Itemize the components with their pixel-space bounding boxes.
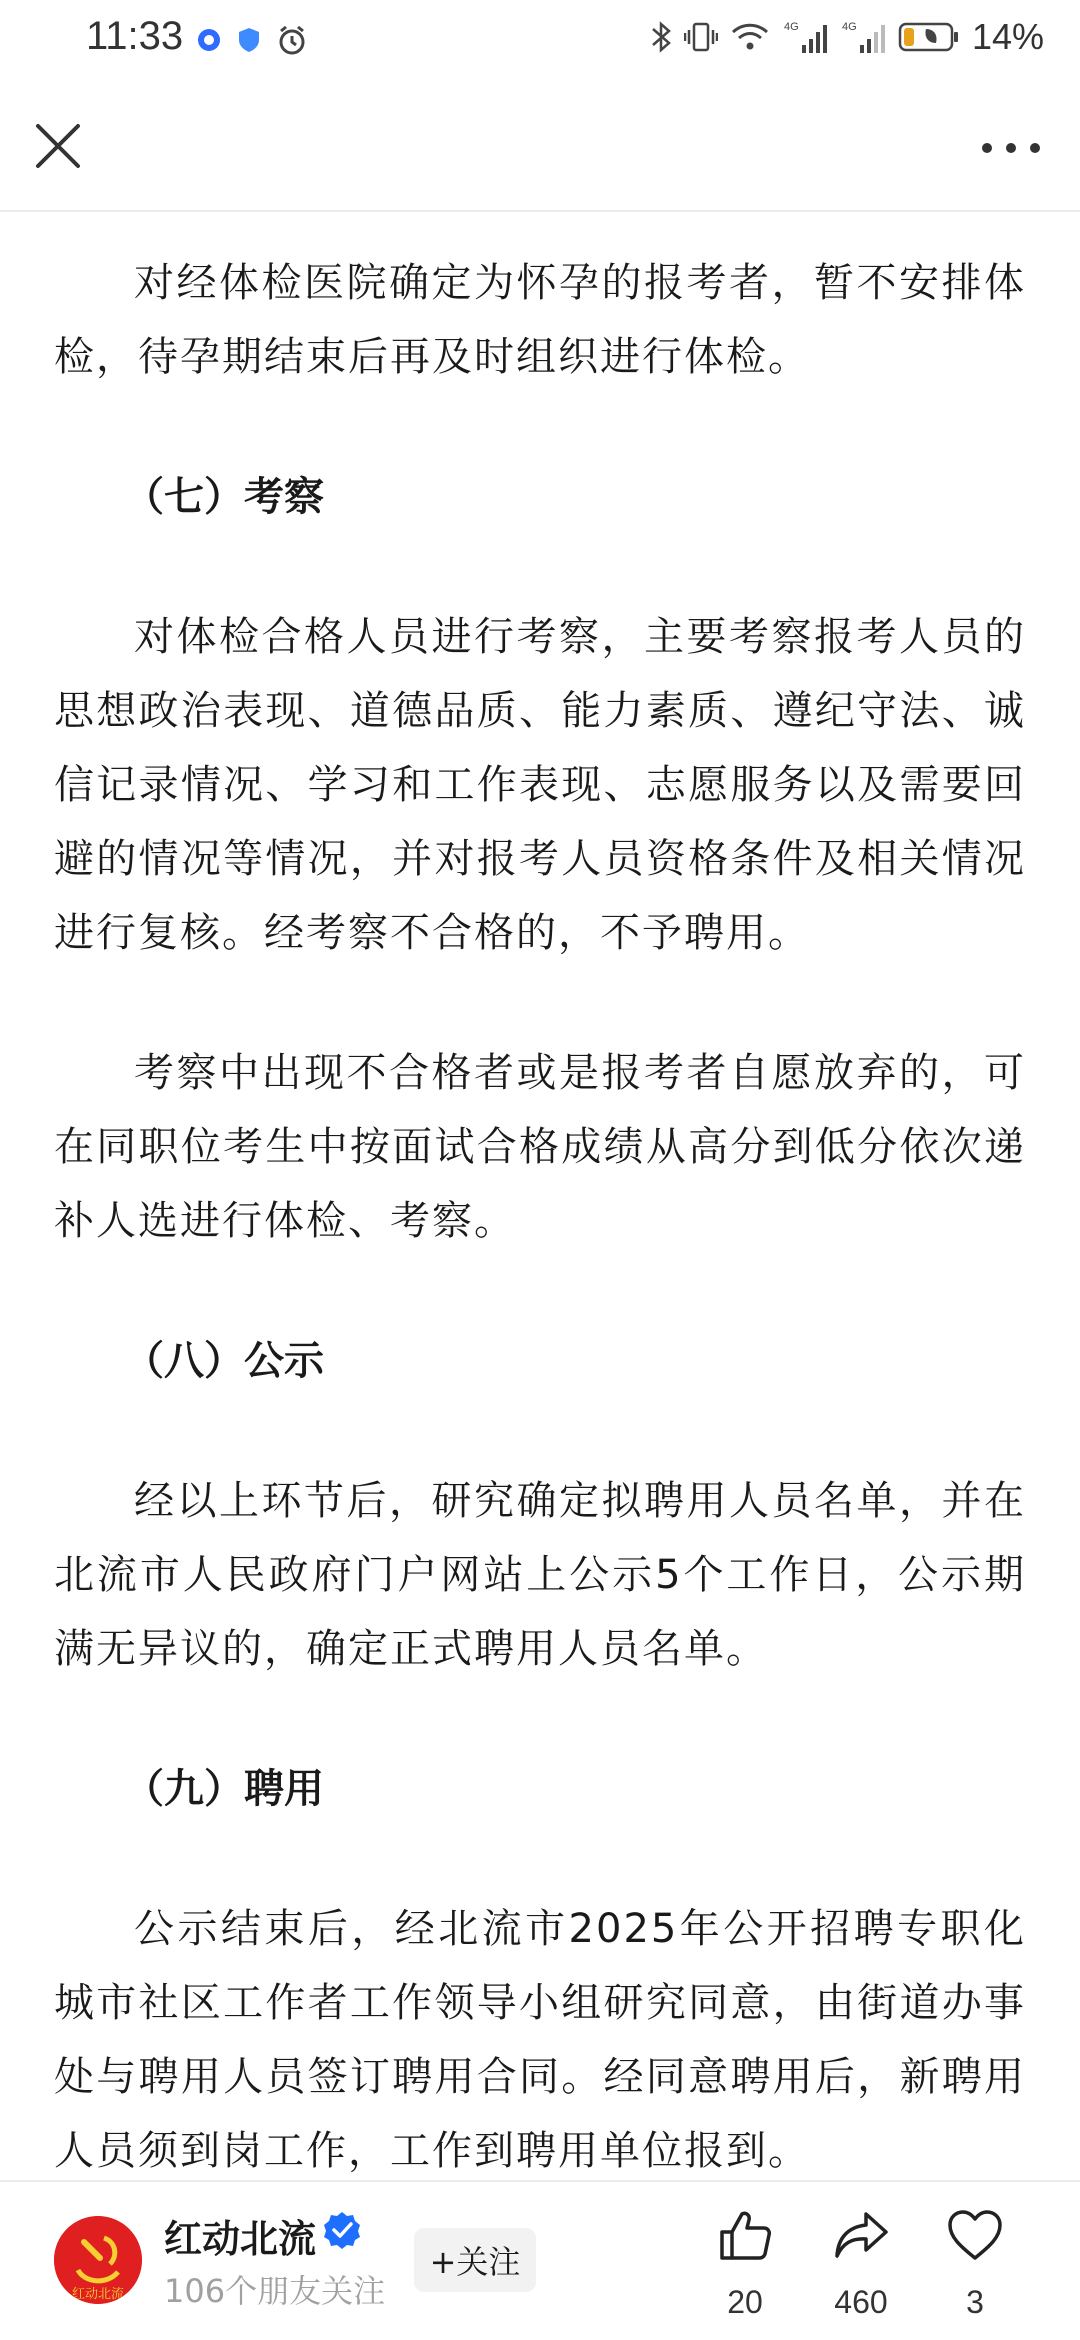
article-body (0, 212, 1080, 2180)
like-count: 20 (727, 2284, 763, 2320)
battery-icon (898, 21, 960, 53)
paragraph-replacement: 考察中出现不合格者或是报考者自愿放弃的，可在同职位考生中按面试合格成绩从高分到低分依次递补人选进行体检、考察。 (54, 1050, 1026, 1244)
status-left-icons (196, 24, 308, 56)
section-heading-hiring: （九）聘用 (124, 1766, 324, 1812)
bottom-bar (0, 2180, 1080, 2340)
share-count: 460 (834, 2284, 888, 2320)
section-heading-publicity: （八）公示 (124, 1338, 324, 1384)
close-icon[interactable] (30, 118, 86, 174)
heart-icon (946, 2206, 1004, 2264)
alarm-icon (276, 24, 308, 56)
status-time: 11:33 (86, 14, 184, 58)
follow-button[interactable]: +关注 (414, 2228, 536, 2292)
signal-4g-icon-2 (840, 19, 886, 55)
battery-percent: 14% (971, 16, 1044, 57)
app-notification-icon (196, 27, 222, 53)
like-button[interactable] (690, 2206, 800, 2321)
paragraph-pregnancy: 对经体检医院确定为怀孕的报考者，暂不安排体检，待孕期结束后再及时组织进行体检。 (54, 260, 1026, 380)
share-icon (832, 2206, 890, 2264)
paragraph-hiring: 公示结束后，经北流市2025年公开招聘专职化城市社区工作者工作领导小组研究同意，由街道办事处与聘用人员签订聘用合同。经同意聘用后，新聘用人员须到岗工作，工作到聘用单位报到。 (54, 1906, 1026, 2174)
shield-icon (236, 26, 262, 54)
paragraph-inspection: 对体检合格人员进行考察，主要考察报考人员的思想政治表现、道德品质、能力素质、遵纪守法、诚信记录情况、学习和工作表现、志愿服务以及需要回避的情况等情况，并对报考人员资格条件及相关情况进行复核。经考察不合格的，不予聘用。 (54, 614, 1026, 956)
bluetooth-icon (650, 19, 672, 55)
more-icon[interactable] (976, 124, 1046, 172)
status-right-icons (650, 16, 1044, 58)
status-bar (0, 0, 1080, 84)
followers-count: 106个朋友关注 (164, 2272, 386, 2310)
avatar[interactable] (54, 2216, 142, 2304)
share-button[interactable] (806, 2206, 916, 2321)
signal-4g-icon (782, 19, 828, 55)
svg-text:4G: 4G (841, 21, 857, 33)
avatar-text: 红动北流 (71, 2287, 125, 2302)
party-emblem-icon (54, 2216, 142, 2304)
paragraph-publicity: 经以上环节后，研究确定拟聘用人员名单，并在北流市人民政府门户网站上公示5个工作日，公示期满无异议的，确定正式聘用人员名单。 (54, 1478, 1026, 1672)
thumbs-up-icon (716, 2206, 774, 2264)
vibrate-icon (684, 20, 718, 54)
favorite-button[interactable] (920, 2206, 1030, 2321)
section-heading-inspection: （七）考察 (124, 474, 324, 520)
wifi-icon (730, 20, 770, 54)
verified-badge-icon (322, 2210, 362, 2250)
header-bar (0, 84, 1080, 212)
favorite-count: 3 (966, 2284, 984, 2320)
svg-text:4G: 4G (783, 21, 799, 33)
account-name[interactable]: 红动北流 (164, 2217, 317, 2261)
